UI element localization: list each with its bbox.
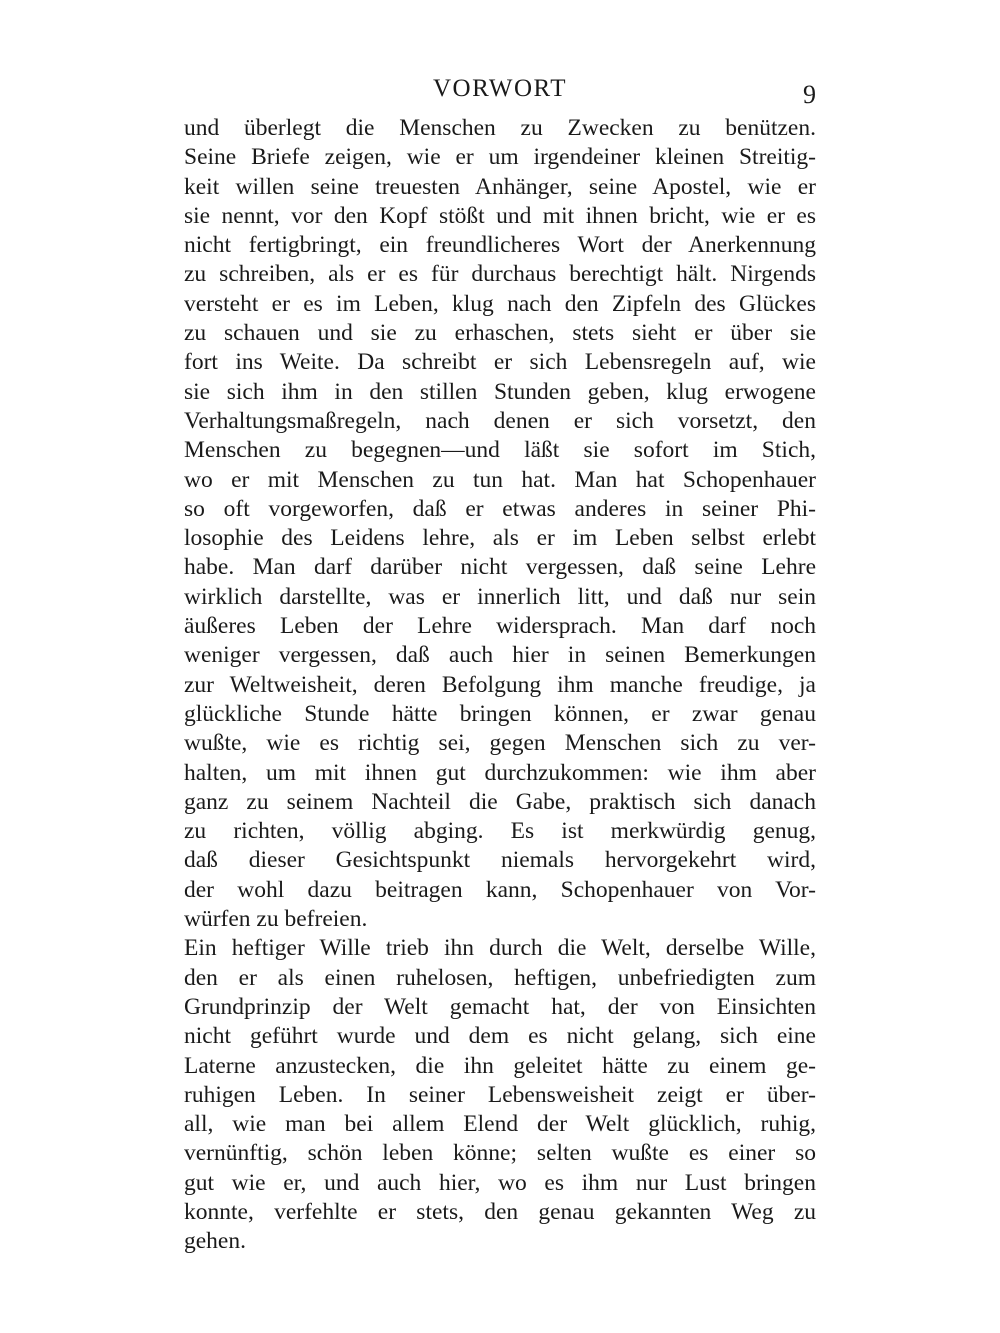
text-line: so oft vorgeworfen, daß er etwas anderes in seiner Phi- bbox=[184, 495, 816, 522]
paragraph-end-line: gehen. bbox=[184, 1228, 246, 1255]
text-line: konnte, verfehlte er stets, den genau gekannten Weg zu bbox=[184, 1198, 816, 1225]
text-line: vernünftig, schön leben könne; selten wußte es einer so bbox=[184, 1140, 816, 1167]
text-line: Ein heftiger Wille trieb ihn durch die Welt, derselbe Wille, bbox=[184, 935, 816, 962]
text-line: weniger vergessen, daß auch hier in seinen Bemerkungen bbox=[184, 642, 816, 669]
text-line: keit willen seine treuesten Anhänger, seine Apostel, wie er bbox=[184, 173, 816, 200]
text-line: sie nennt, vor den Kopf stößt und mit ihnen bricht, wie er es bbox=[184, 202, 816, 229]
text-line: Grundprinzip der Welt gemacht hat, der von Einsichten bbox=[184, 993, 816, 1020]
text-line: zu schreiben, als er es für durchaus berechtigt hält. Nirgends bbox=[184, 261, 816, 288]
chapter-title: VORWORT bbox=[433, 75, 567, 102]
paragraph-end-line: würfen zu befreien. bbox=[184, 906, 368, 933]
text-line: den er als einen ruhelosen, heftigen, unbefriedigten zum bbox=[184, 964, 816, 991]
text-line: Menschen zu begegnen—und läßt sie sofort im Stich, bbox=[184, 437, 816, 464]
running-head bbox=[184, 74, 816, 108]
text-line: nicht geführt wurde und dem es nicht gelang, sich eine bbox=[184, 1023, 816, 1050]
text-line: daß dieser Gesichtspunkt niemals hervorgekehrt wird, bbox=[184, 847, 816, 874]
text-line: und überlegt die Menschen zu Zwecken zu benützen. bbox=[184, 115, 816, 141]
text-line: zur Weltweisheit, deren Befolgung ihm manche freudige, ja bbox=[184, 671, 816, 698]
text-line: Seine Briefe zeigen, wie er um irgendeiner kleinen Streitig- bbox=[184, 144, 816, 171]
text-line: wo er mit Menschen zu tun hat. Man hat Schopenhauer bbox=[184, 466, 816, 493]
text-line: losophie des Leidens lehre, als er im Leben selbst erlebt bbox=[184, 525, 816, 552]
text-line: ruhigen Leben. In seiner Lebensweisheit zeigt er über- bbox=[184, 1081, 816, 1108]
text-line: glückliche Stunde hätte bringen können, er zwar genau bbox=[184, 700, 816, 727]
text-line: äußeres Leben der Lehre widersprach. Man darf noch bbox=[184, 613, 816, 640]
text-line: ganz zu seinem Nachteil die Gabe, praktisch sich danach bbox=[184, 788, 816, 815]
text-line: fort ins Weite. Da schreibt er sich Lebensregeln auf, wie bbox=[184, 349, 816, 376]
text-line: all, wie man bei allem Elend der Welt glücklich, ruhig, bbox=[184, 1111, 816, 1138]
text-line: halten, um mit ihnen gut durchzukommen: wie ihm aber bbox=[184, 759, 816, 786]
text-line: der wohl dazu beitragen kann, Schopenhauer von Vor- bbox=[184, 876, 816, 903]
page-number: 9 bbox=[803, 80, 816, 109]
body-text bbox=[184, 114, 816, 1257]
text-line: zu richten, völlig abging. Es ist merkwürdig genug, bbox=[184, 818, 816, 845]
text-line: nicht fertigbringt, ein freundlicheres Wort der Anerkennung bbox=[184, 232, 816, 259]
text-line: versteht er es im Leben, klug nach den Zipfeln des Glückes bbox=[184, 290, 816, 317]
text-line: Laterne anzustecken, die ihn geleitet hätte zu einem ge- bbox=[184, 1052, 816, 1079]
text-line: sie sich ihm in den stillen Stunden geben, klug erwogene bbox=[184, 378, 816, 405]
text-line: Verhaltungsmaßregeln, nach denen er sich vorsetzt, den bbox=[184, 407, 816, 434]
text-line: wußte, wie es richtig sei, gegen Menschen sich zu ver- bbox=[184, 730, 816, 757]
text-line: habe. Man darf darüber nicht vergessen, daß seine Lehre bbox=[184, 554, 816, 581]
text-line: zu schauen und sie zu erhaschen, stets sieht er über sie bbox=[184, 320, 816, 347]
text-line: wirklich darstellte, was er innerlich litt, und daß nur sein bbox=[184, 583, 816, 610]
text-line: gut wie er, und auch hier, wo es ihm nur Lust bringen bbox=[184, 1169, 816, 1196]
